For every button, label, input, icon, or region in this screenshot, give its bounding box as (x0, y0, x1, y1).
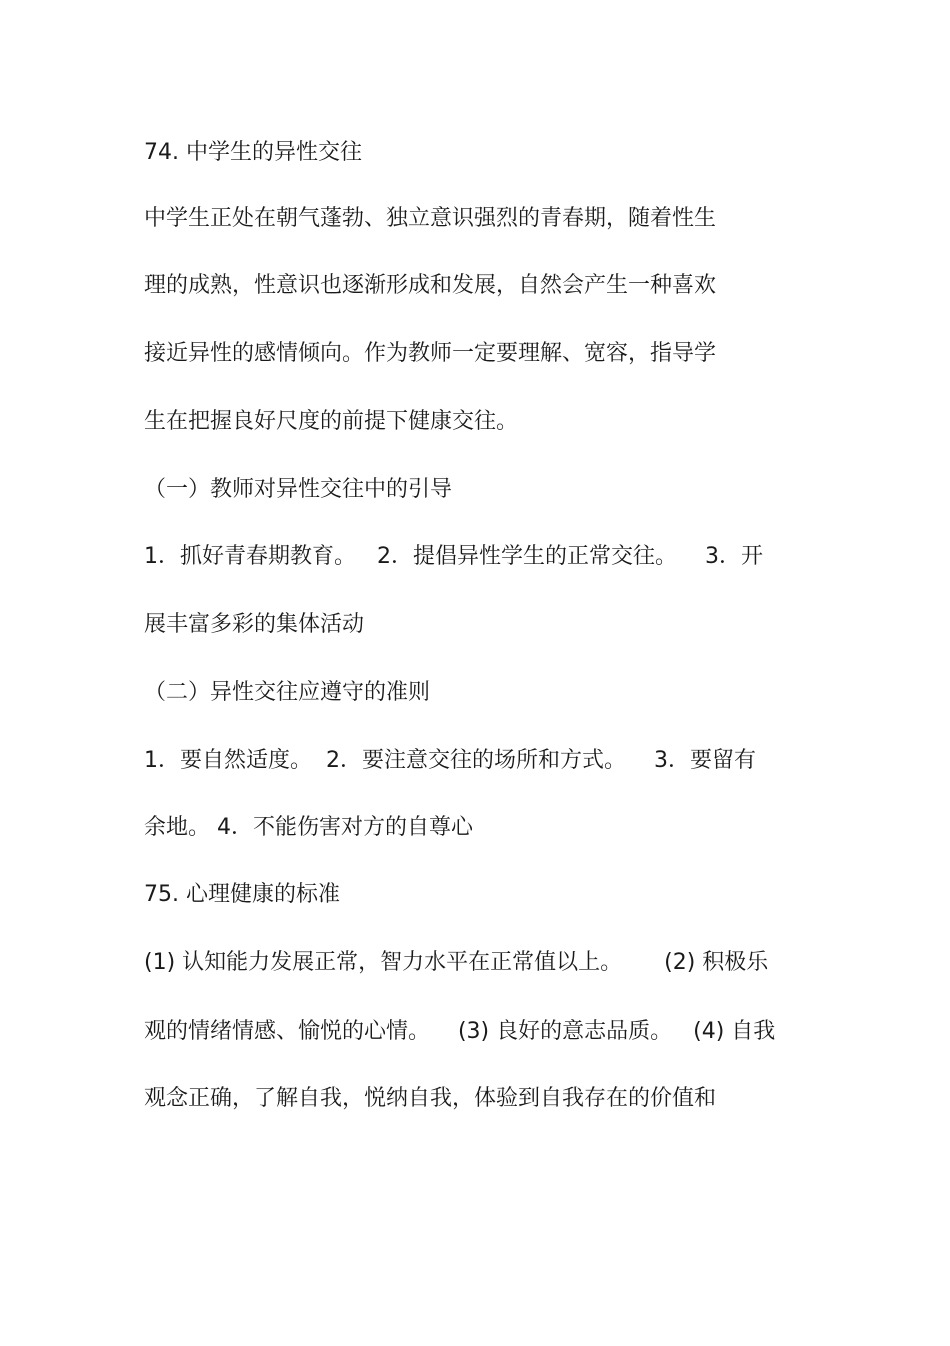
list-line: 1．要自然适度。 2．要注意交往的场所和方式。 3．要留有 (144, 748, 756, 773)
list-line: (1) 认知能力发展正常，智力水平在正常值以上。 (2) 积极乐 (144, 950, 769, 975)
paragraph-line: 接近异性的感情倾向。作为教师一定要理解、宽容，指导学 (144, 341, 717, 366)
list-line: 余地。 4．不能伤害对方的自尊心 (144, 815, 473, 840)
paragraph-line: 中学生正处在朝气蓬勃、独立意识强烈的青春期，随着性生 (144, 206, 717, 231)
paragraph-line: 生在把握良好尺度的前提下健康交往。 (144, 409, 519, 434)
subsection-heading-1: （一）教师对异性交往中的引导 (144, 477, 453, 502)
subsection-heading-2: （二）异性交往应遵守的准则 (144, 680, 431, 705)
list-line: 观的情绪情感、愉悦的心情。 (3) 良好的意志品质。 (4) 自我 (144, 1019, 776, 1044)
list-line: 观念正确，了解自我，悦纳自我，体验到自我存在的价值和 (144, 1086, 717, 1111)
list-line: 展丰富多彩的集体活动 (144, 612, 365, 637)
list-line: 1．抓好青春期教育。 2．提倡异性学生的正常交往。 3．开 (144, 544, 763, 569)
paragraph-line: 理的成熟，性意识也逐渐形成和发展，自然会产生一种喜欢 (144, 273, 717, 298)
section-heading-74: 74. 中学生的异性交往 (144, 140, 362, 165)
section-heading-75: 75. 心理健康的标准 (144, 882, 340, 907)
